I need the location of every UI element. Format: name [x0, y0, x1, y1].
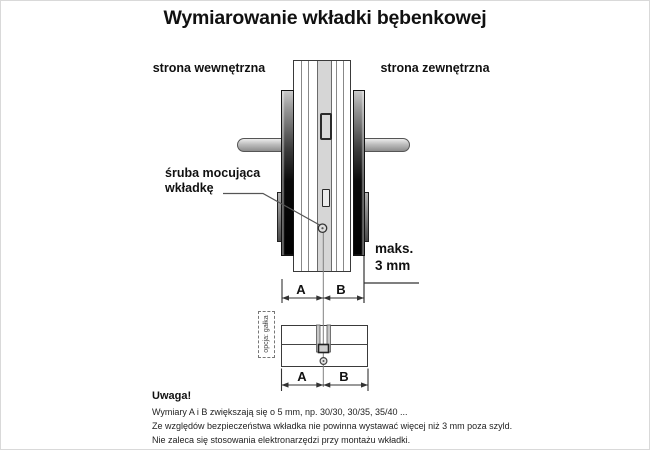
- note-line: Nie zaleca się stosowania elektronarzędzi przy montażu wkładki.: [152, 435, 411, 445]
- fixing-screw-label: [165, 166, 295, 196]
- fixing-screw-label-line1: śruba mocująca: [165, 166, 261, 180]
- max-protrusion-label: [375, 240, 435, 274]
- door-layer-line: [301, 61, 302, 271]
- keyway-lower-detail: [322, 189, 330, 207]
- max-protrusion-line1: maks.: [375, 241, 414, 256]
- dimension-b-label-top: B: [336, 282, 346, 297]
- door-layer-line: [308, 61, 309, 271]
- page-title: Wymiarowanie wkładki bębenkowej: [163, 7, 487, 29]
- dimension-b-label-bottom: B: [339, 369, 349, 384]
- knob-option-label: opcja: gałka: [263, 315, 270, 353]
- door-layer-line: [343, 61, 344, 271]
- note-line: Ze względów bezpieczeństwa wkładka nie powinna wystawać więcej niż 3 mm poza szyld.: [152, 421, 513, 431]
- door-panel: [293, 60, 351, 272]
- inner-side-label: strona wewnętrzna: [152, 61, 266, 75]
- cylinder-through-door: [317, 61, 332, 271]
- door-layer-line: [336, 61, 337, 271]
- max-protrusion-line2: 3 mm: [375, 258, 411, 273]
- cylinder-body: [281, 325, 368, 367]
- note-line: Wymiary A i B zwiększają się o 5 mm, np. 30/30, 30/35, 35/40 ...: [152, 407, 408, 417]
- fixing-screw-label-line2: wkładkę: [165, 181, 214, 195]
- keyway-upper-detail: [320, 113, 332, 140]
- notes-block: [152, 390, 622, 447]
- door-handle-inner: [237, 138, 282, 152]
- door-handle-outer: [364, 138, 410, 152]
- dimension-a-label-top: A: [296, 282, 306, 297]
- notes-heading: Uwaga!: [152, 390, 192, 402]
- escutcheon-strip-right: [365, 192, 370, 242]
- outer-side-label: strona zewnętrzna: [380, 61, 490, 75]
- dimension-a-label-bottom: A: [297, 369, 307, 384]
- shield-plate-outer: [353, 90, 366, 256]
